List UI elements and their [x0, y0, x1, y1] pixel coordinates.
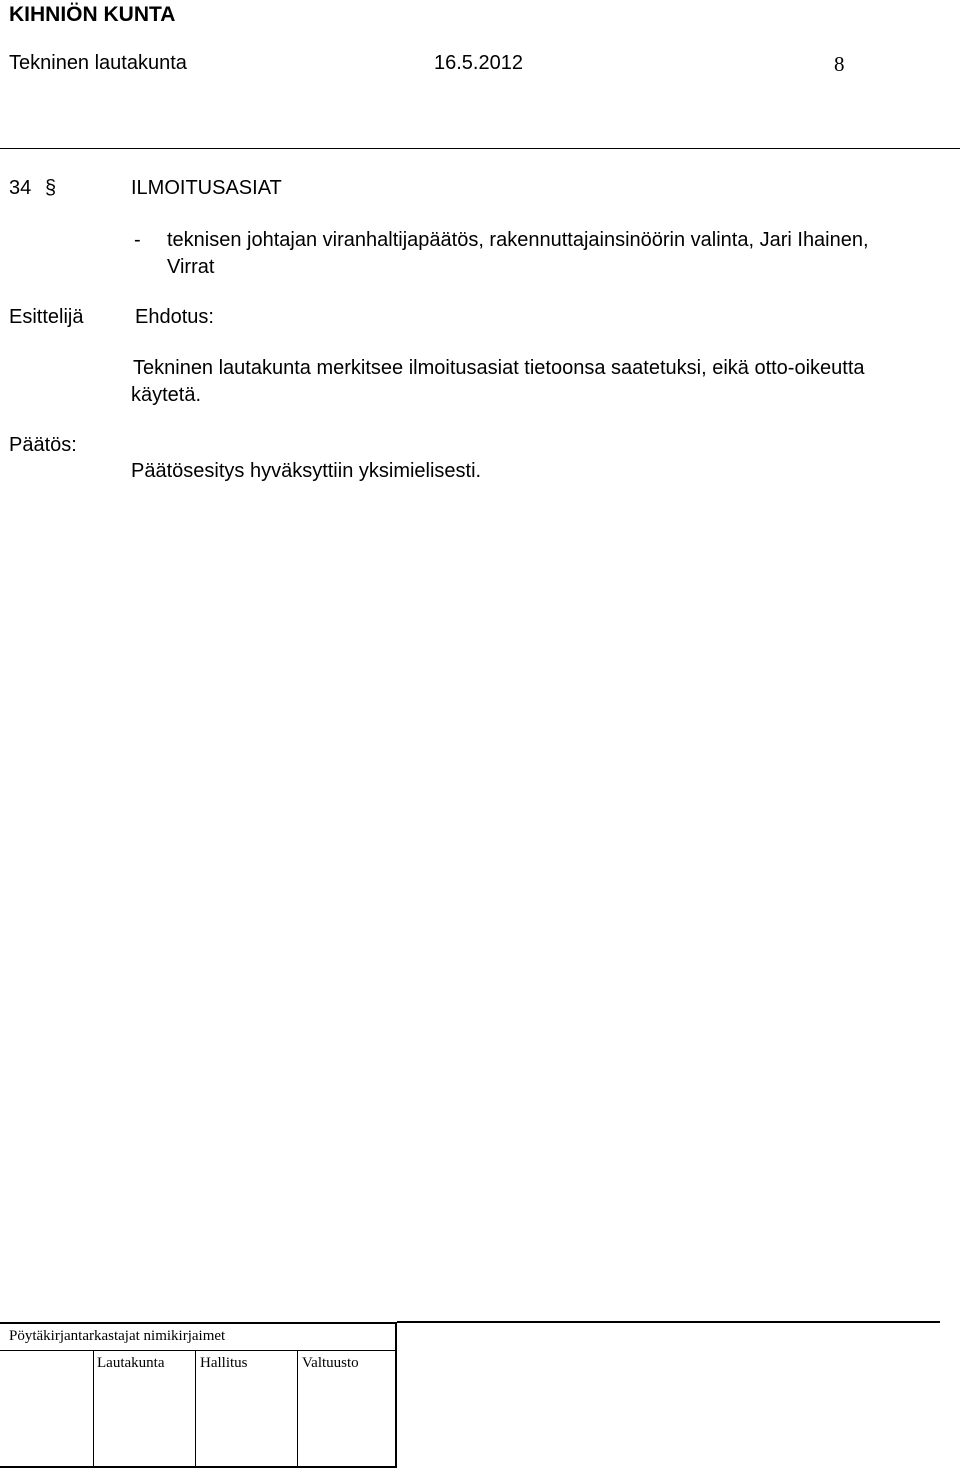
item-title: ILMOITUSASIAT: [131, 177, 282, 199]
item-number: 34: [9, 177, 32, 199]
signature-column-council: Valtuusto: [302, 1355, 359, 1371]
decision-text: Päätösesitys hyväksyttiin yksimielisesti.: [131, 460, 482, 482]
signature-column-divider: [93, 1350, 94, 1466]
organization-name: KIHNIÖN KUNTA: [9, 3, 176, 26]
board-name: Tekninen lautakunta: [9, 52, 187, 74]
proposal-label: Ehdotus:: [135, 306, 214, 328]
page-number: 8: [834, 52, 845, 76]
item-description-line1: teknisen johtajan viranhaltijapäätös, rakennuttajainsinöörin valinta, Jari Ihainen,: [167, 229, 869, 251]
presenter-label: Esittelijä: [9, 306, 84, 328]
footer-divider: [397, 1321, 940, 1323]
meeting-date: 16.5.2012: [434, 52, 523, 74]
signature-column-government: Hallitus: [200, 1355, 248, 1371]
signature-column-divider: [195, 1350, 196, 1466]
item-bullet-dash: -: [134, 229, 141, 251]
proposal-text-line2: käytetä.: [131, 384, 202, 406]
signature-column-divider: [297, 1350, 298, 1466]
signature-column-board: Lautakunta: [97, 1355, 165, 1371]
header-divider: [0, 148, 960, 149]
signature-table: [0, 1322, 397, 1468]
signature-table-row-divider: [0, 1350, 395, 1351]
section-sign: §: [45, 177, 57, 199]
signature-table-title: Pöytäkirjantarkastajat nimikirjaimet: [9, 1328, 226, 1344]
decision-label: Päätös:: [9, 434, 77, 456]
proposal-text-line1: Tekninen lautakunta merkitsee ilmoitusasiat tietoonsa saatetuksi, eikä otto-oikeutta: [133, 357, 865, 379]
item-description-line2: Virrat: [167, 256, 215, 278]
